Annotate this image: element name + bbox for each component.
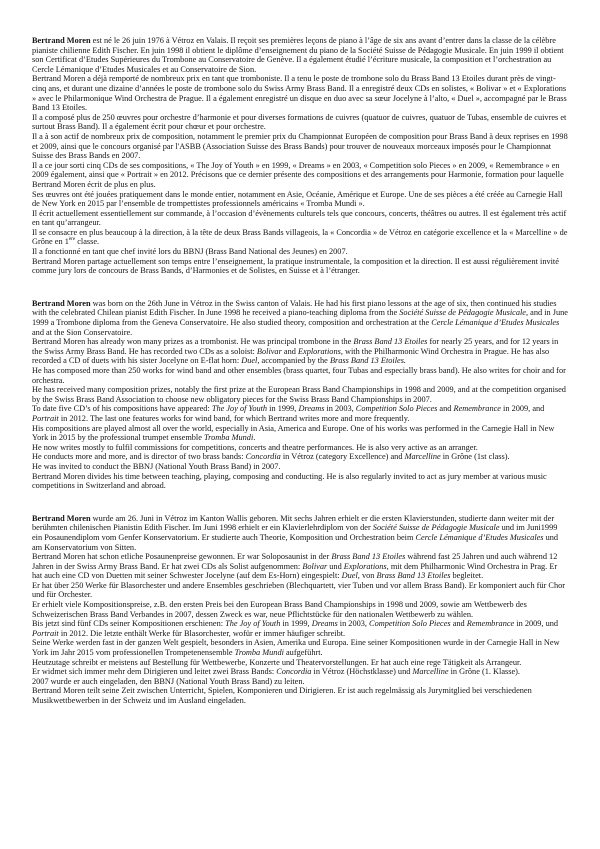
paragraph <box>32 462 569 472</box>
text-segment: Bertrand Moren has already won many prizes as a trombonist. He was principal trombone in the <box>32 337 354 347</box>
text-segment: He has received many composition prizes, notably the first prize at the European Brass Band Championships in 1998 and 2009, and at the competition organised by the Swiss Brass Band Association to choose new obligatory pieces for the Swiss Brass Band Championships in 2007. <box>32 385 566 404</box>
text-segment: and at the Sion Conservatoire. <box>32 327 133 337</box>
text-segment: aufgeführt. <box>283 648 323 658</box>
text-segment: und im Juni1999 ein Posaunendiplom vom Genfer Konservatorium. Er studierte auch Theorie, Komposition und Orchestration beim <box>32 523 558 542</box>
text-segment: Brass Band 13 Etoiles <box>376 571 451 581</box>
paragraph <box>32 472 569 491</box>
text-segment: Tromba Mundi <box>204 433 254 443</box>
text-segment: Marcelline <box>404 452 441 462</box>
text-segment: and <box>281 346 298 356</box>
paragraph <box>32 552 569 581</box>
paragraph <box>32 404 569 423</box>
text-segment: Société Suisse de Pédagogie Musicale, <box>399 308 529 318</box>
text-segment: Remembrance <box>453 404 501 414</box>
paragraph <box>32 600 569 619</box>
section-french <box>32 36 569 276</box>
text-segment: est né le 26 juin 1976 à Vétroz en Valais. Il reçoit ses premières leçons de piano à l’âge de six ans avant d’entrer dans la classe de la célèbre pianiste chilienne Edith Fischer. En juin 1998 il obtient le diplôme d’enseignement du piano de la Société Suisse de Pédagogie Musicale. En juin 1999 il obtient son Certificat d’Etudes Supérieures du Trombone au Conservatoire de Genève. Il a également étudié l’écriture musicale, la composition et l’orchestration au Cercle Lémanique d’Etudes Musicales et au Conservatoire de Sion. <box>32 36 564 74</box>
paragraph <box>32 667 569 677</box>
text-segment: , with the Philharmonic Wind Orchestra in Prague. He has also recorded a CD of duets with his sister Jocelyne on E-flat horn: <box>32 346 550 366</box>
text-segment: The Joy of Youth <box>225 619 281 629</box>
text-segment: in 2003, <box>324 404 356 414</box>
text-segment: Concordia <box>245 452 281 462</box>
text-segment: Dreams <box>298 404 325 414</box>
text-segment: To date five CD’s of his compositions have appeared: <box>32 404 212 414</box>
text-segment: Seine Werke werden fast in der ganzen Welt gespielt, besonders in Asien, Amerika und Europa. Eine seiner Kompositionen wurde in der Carnegie Hall in New York im Jahr 2015 vom professionellen Trompetenensemble <box>32 638 560 658</box>
text-segment: Société Suisse de Pédagogie Musicale <box>372 523 500 533</box>
document-body <box>32 36 569 706</box>
text-segment: He now writes mostly to fulfil commissions for competitions, concerts and theatre performances. He is also very active as an arranger. <box>32 442 478 452</box>
text-segment: and <box>437 404 454 414</box>
text-segment: Cercle Lémanique d’Etudes Musicales <box>431 318 560 328</box>
text-segment: Bertrand Moren a déjà remporté de nombreux prix en tant que tromboniste. Il a tenu le poste de trombone solo du Brass Band 13 Etoiles durant près de vingt-cinq ans, et durant une dizaine d’années le poste de trombone solo du Swiss Army Brass Band. Il a enregistré deux CDs en solistes, « Bolivar » et « Explorations » avec le Philarmonique Wind Orchestra de Prague. Il a également enregistré un disque en duo avec sa sœur Jocelyne à l’alto, « Duel », accompagné par le Brass Band 13 Etoiles. <box>32 74 567 113</box>
text-segment: Il a composé plus de 250 œuvres pour orchestre d’harmonie et pour diverses formations de cuivres (quatuor de cuivres, quatuor de Tubas, ensemble de cuivres et surtout Brass Band). Il a également écrit pour chœur et pour orchestre. <box>32 112 567 132</box>
paragraph <box>32 581 569 600</box>
text-segment: in Grône (1st class). <box>440 452 510 462</box>
text-segment: Bertrand Moren <box>32 513 91 523</box>
paragraph <box>32 686 569 705</box>
text-segment: 2007 wurde er auch eingeladen, den BBNJ (National Youth Brass Band) zu leiten. <box>32 676 305 686</box>
text-segment: Er widmet sich immer mehr dem Dirigieren und leitet zwei Brass Bands: <box>32 667 277 677</box>
text-segment: and <box>450 619 467 629</box>
text-segment: in Vétroz (Höchstklasse) und <box>311 667 413 677</box>
text-segment: Portrait <box>32 628 59 638</box>
text-segment: Il a ce jour sorti cinq CDs de ses compositions, « The Joy of Youth » en 1999, « Dreams » en 2003, « Competition solo Pieces » en 2009, « Remembrance » en 2009 également, ainsi que « Portrait » en 2012. Précisons que ce dernier présente des compositions et des arrangements pour Harmonie, formation pour laquelle Bertrand Moren écrit de plus en plus. <box>32 160 564 189</box>
text-segment: Bertrand Moren <box>32 298 91 308</box>
text-segment: wurde am 26. Juni in Vétroz im Kanton Wallis geboren. Mit sechs Jahren erhielt er die ersten Klavierstunden, studierte dann weiter mit der berühmten chilenischen Pianistin Edith Fischer. Im Juni 1998 erhielt er ein Klavierlehrdiplom von der <box>32 513 555 533</box>
text-segment: in 2012. The last one features works for wind band, for which Bertrand writes more and more frequently. <box>58 413 410 423</box>
text-segment: Brass Band 13 Etoiles <box>331 552 406 562</box>
text-segment: und <box>327 561 344 571</box>
text-segment: in 2003, <box>337 619 370 629</box>
text-segment: Cercle Lémanique d’Etudes Musicales <box>415 532 544 542</box>
text-segment: Marcelline <box>412 667 449 677</box>
paragraph <box>32 443 569 453</box>
text-segment: Il a à son actif de nombreux prix de composition, notamment le premier prix du Championnat Européen de composition pour Brass Band à deux reprises en 1998 et 2009, ainsi que le concours organisé par l'ASBB (Association Suisse des Brass Bands) pour trouver de nouveaux morceaux imposés pour le Championnat Suisse des Brass Bands en 2007. <box>32 131 568 161</box>
text-segment: Explorations <box>343 561 387 571</box>
text-segment: Ses œuvres ont été jouées pratiquement dans le monde entier, notamment en Asie, Océanie, Amérique et Europe. Une de ses pièces a été créée au Carnegie Hall de New York en 2015 par l’ensemble de trompettistes professionnels américains « Tromba Mundi ». <box>32 189 563 209</box>
text-segment: in 1999, <box>267 404 299 414</box>
text-segment: Er erhielt viele Kompositionspreise, z.B. den ersten Preis bei den European Brass Band Championships in 1998 und 2009, sowie am Wettbewerb des Schweizerischen Brass Band Verbandes in 2007, dessen Zweck es war, neue Pflichtstücke für den nationalen Wettbewerb zu wählen. <box>32 600 527 619</box>
text-segment: Brass Band 13 Etoiles <box>353 337 428 347</box>
paragraph <box>32 209 569 228</box>
paragraph <box>32 36 569 74</box>
text-segment: Er hat über 250 Werke für Blasorchester und andere Ensembles geschrieben (Blechquartett, vier Tuben und vor allem Brass Band). Er komponiert auch für Chor und für Orchester. <box>32 580 566 600</box>
paragraph <box>32 424 569 443</box>
text-segment: Il a fonctionné en tant que chef invité lors du BBNJ (Brass Band National des Jeunes) en 2007. <box>32 247 348 257</box>
text-segment: The Joy of Youth <box>211 404 268 414</box>
text-segment: Portrait <box>32 413 59 423</box>
text-segment: in 1999, <box>280 619 312 629</box>
paragraph <box>32 677 569 687</box>
text-segment: begleitet. <box>450 571 484 581</box>
text-segment: Bertrand Moren teilt seine Zeit zwischen Unterricht, Spielen, Komponieren und Dirigieren. Er ist auch regelmässig als Jurymitglied bei verschiedenen Musikwettbewerben in der Schweiz und im Ausland eingeladen. <box>32 686 532 705</box>
text-segment: Competition Solo Pieces <box>355 404 438 414</box>
text-segment: Duel <box>341 571 358 581</box>
paragraph <box>32 228 569 247</box>
paragraph <box>32 74 569 112</box>
paragraph <box>32 132 569 161</box>
paragraph <box>32 190 569 209</box>
paragraph <box>32 337 569 366</box>
section-english <box>32 299 569 491</box>
text-segment: während fast 25 Jahren und auch während 12 Jahren in der Swiss Army Brass Band. Er hat zwei CDs als Solist aufgenommen: <box>32 552 558 571</box>
text-segment: und am Konservatorium von Sitten. <box>32 532 559 552</box>
text-segment: Bis jetzt sind fünf CDs seiner Kompositionen erschienen: <box>32 619 226 629</box>
text-segment: Bertrand Moren hat schon etliche Posaunenpreise gewonnen. Er war Soloposaunist in der <box>32 552 332 562</box>
text-segment: in 2009, and <box>500 404 545 414</box>
text-segment: in 2009, und <box>514 619 559 629</box>
paragraph <box>32 257 569 276</box>
paragraph <box>32 385 569 404</box>
text-segment: in Grône (1. Klasse). <box>448 667 520 677</box>
text-segment: for nearly 25 years, and for 12 years in the Swiss Army Brass Band. He has recorded two CDs as a soloist: <box>32 337 559 356</box>
paragraph <box>32 619 569 638</box>
paragraph <box>32 658 569 668</box>
text-segment: Competition Solo Pieces <box>369 619 451 629</box>
text-segment: He was invited to conduct the BBNJ (National Youth Brass Band) in 2007. <box>32 461 281 471</box>
text-segment: Il se consacre en plus beaucoup à la direction, à la tête de deux Brass Bands villageois, la « Concordia » de Vétroz en catégorie excellence et la « Marcelline » de Grône en 1 <box>32 227 568 247</box>
text-segment: Dreams <box>311 619 338 629</box>
text-segment: His compositions are played almost all over the world, especially in Asia, America and Europe. One of his works was performed in the Carnegie Hall in New York in 2015 by the professional trumpet ensemble <box>32 423 555 443</box>
paragraph <box>32 366 569 385</box>
paragraph <box>32 299 569 337</box>
text-segment: Bertrand Moren partage actuellement son temps entre l’enseignement, la pratique instrumentale, la composition et la direction. Il est aussi régulièrement invité comme jury lors de concours de Brass Bands, d’Harmonies et de Solistes, en Suisse et à l’étranger. <box>32 256 559 276</box>
text-segment: Tromba Mundi <box>234 648 284 658</box>
paragraph <box>32 113 569 132</box>
text-segment: Heutzutage schreibt er meistens auf Bestellung für Wettbewerbe, Konzerte und Theatervorstellungen. Er hat auch eine rege Tätigkeit als Arrangeur. <box>32 657 522 667</box>
text-segment: Bertrand Moren <box>32 36 91 45</box>
text-segment: He has composed more than 250 works for wind band and other ensembles (brass quartet, four Tubas and especially brass band). He also writes for choir and for orchestra. <box>32 366 566 385</box>
text-segment: . <box>253 433 256 443</box>
text-segment: Bertrand Moren divides his time between teaching, playing, composing and conducting. He is also regularly invited to act as jury member at various music competitions in Switzerland and abroad. <box>32 471 547 491</box>
text-segment: , accompanied by the <box>257 356 330 366</box>
text-segment: and in June 1999 a Trombone diploma from the Geneva Conservatoire. He also studied theory, composition and orchestration at the <box>32 308 568 328</box>
paragraph <box>32 161 569 190</box>
text-segment: was born on the 26th June in Vétroz in the Swiss canton of Valais. He had his first piano lessons at the age of six, then continued his studies with the celebrated Chilean pianist Edith Fischer. In June 1998 he received a piano-teaching diploma from the <box>32 298 557 318</box>
text-segment: Bolivar <box>302 561 328 571</box>
paragraph <box>32 247 569 257</box>
paragraph <box>32 514 569 552</box>
paragraph <box>32 452 569 462</box>
text-segment: , mit dem Philharmonic Wind Orchestra in Prag. Er hat auch eine CD von Duetten mit seiner Schwester Jocelyne (auf dem Es-Horn) eingespielt: <box>32 561 558 581</box>
text-segment: ère <box>68 236 76 243</box>
text-segment: Remembrance <box>466 619 515 629</box>
text-segment: Il écrit actuellement essentiellement sur commande, à l’occasion d’évènements culturels tels que concours, concerts, théâtres ou autres. Il est également très actif en tant qu’arrangeur. <box>32 208 567 228</box>
text-segment: Bolivar <box>256 346 282 356</box>
text-segment: Concordia <box>276 667 312 677</box>
text-segment: in 2012. Die letzte enthält Werke für Blasorchester, wofür er immer häufiger schreibt. <box>58 628 346 638</box>
text-segment: classe. <box>75 237 100 247</box>
paragraph <box>32 638 569 657</box>
text-segment: Brass Band 13 Etoiles. <box>329 356 406 366</box>
text-segment: , von <box>357 571 377 581</box>
section-german <box>32 514 569 706</box>
text-segment: Explorations <box>297 346 341 356</box>
text-segment: Duel <box>241 356 258 366</box>
text-segment: in Vétroz (category Excellence) and <box>280 452 405 462</box>
text-segment: He conducts more and more, and is director of two brass bands: <box>32 452 246 462</box>
